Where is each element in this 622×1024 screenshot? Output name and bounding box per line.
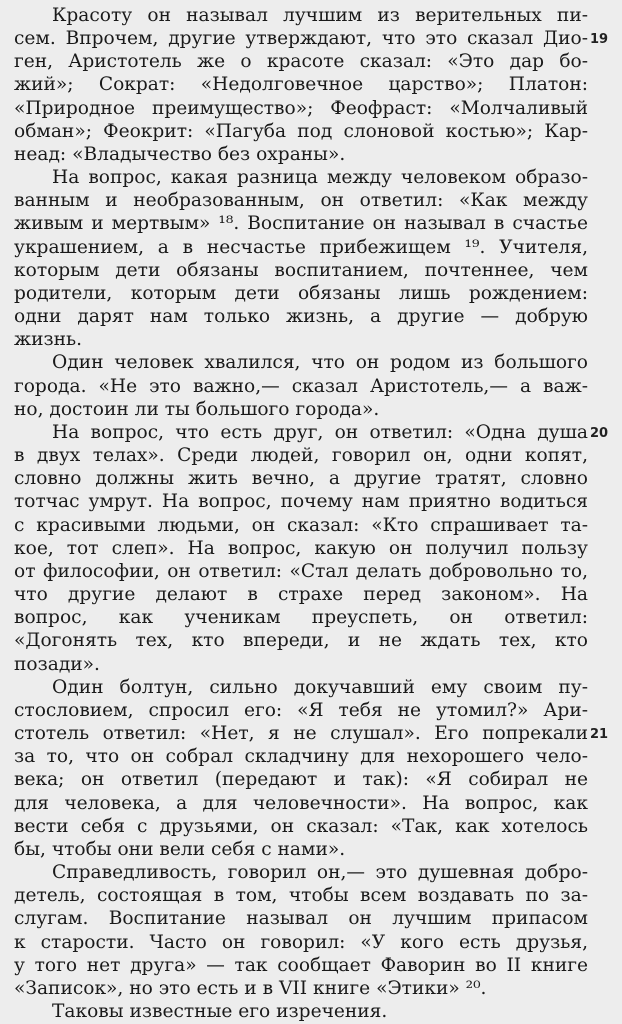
text-line: Таковы известные его изречения.	[52, 1001, 388, 1022]
text-line: сем. Впрочем, другие утверждают, что это сказал Дио-	[14, 28, 588, 50]
text-line: от философии, он ответил: «Стал делать добровольно то,	[14, 560, 588, 582]
text-line: живым и мертвым» ¹⁸. Воспитание он называл в счастье	[14, 213, 588, 235]
text-line: На вопрос, какая разница между человеком образо-	[52, 167, 588, 189]
text-line: обман»; Феокрит: «Пагуба под слоновой костью»; Кар-	[14, 120, 588, 142]
margin-number: 21	[590, 727, 609, 743]
text-line: родители, которым дети обязаны лишь рождением:	[14, 282, 588, 304]
text-line: с красивыми людьми, он сказал: «Кто спрашивает та-	[14, 514, 588, 536]
text-line: вести себя с друзьями, он сказал: «Так, как хотелось	[14, 815, 588, 837]
text-line: кое, тот слеп». На вопрос, какую он получил пользу	[14, 537, 588, 559]
text-line: позади».	[14, 653, 100, 675]
text-line: жизнь.	[14, 329, 83, 351]
text-line: что другие делают в страхе перед законом». На	[14, 584, 588, 606]
text-line: стословием, спросил его: «Я тебя не утомил?» Ари-	[14, 699, 588, 721]
text-line: но, достоин ли ты большого города».	[14, 398, 380, 420]
text-line: ген, Аристотель же о красоте сказал: «Это дар бо-	[14, 51, 588, 73]
text-line: Один болтун, сильно докучавший ему своим пу-	[52, 676, 588, 698]
text-line: ванным и необразованным, он ответил: «Как между	[14, 190, 588, 212]
text-line: для человека, а для человечности». На вопрос, как	[14, 792, 588, 814]
text-line: словно должны жить вечно, а другие тратят, словно	[14, 468, 588, 490]
text-line: вопрос, как ученикам преуспеть, он ответил:	[14, 607, 588, 629]
text-line: детель, состоящая в том, чтобы всем воздавать по за-	[14, 885, 588, 907]
text-line: «Записок», но это есть и в VII книге «Этики» ²⁰.	[14, 977, 487, 999]
text-line: одни дарят нам только жизнь, а другие — добрую	[14, 306, 588, 328]
text-line: жий»; Сократ: «Недолговечное царство»; Платон:	[14, 74, 588, 96]
text-line: «Природное преимущество»; Феофраст: «Молчаливый	[14, 97, 588, 119]
text-line: бы, чтобы они вели себя с нами».	[14, 838, 346, 860]
margin-number: 20	[590, 425, 609, 441]
text-line: к старости. Часто он говорил: «У кого есть друзья,	[14, 931, 588, 953]
text-line: в двух телах». Среди людей, говорил он, одни копят,	[14, 445, 588, 467]
text-line: Справедливость, говорил он,— это душевная добро-	[52, 862, 588, 884]
text-line: неад: «Владычество без охраны».	[14, 143, 346, 165]
text-line: за то, что он собрал складчину для нехорошего чело-	[14, 746, 588, 768]
text-line: города. «Не это важно,— сказал Аристотель,— а важ-	[14, 375, 588, 397]
text-line: у того нет друга» — так сообщает Фаворин во II книге	[14, 954, 588, 976]
text-line: тотчас умрут. На вопрос, почему нам приятно водиться	[14, 491, 588, 513]
text-line: слугам. Воспитание называл он лучшим припасом	[14, 908, 588, 930]
text-line: украшением, а в несчастье прибежищем ¹⁹. Учителя,	[14, 236, 588, 258]
text-line: «Догонять тех, кто впереди, и не ждать тех, кто	[14, 630, 588, 652]
margin-number: 19	[590, 32, 609, 48]
text-line: которым дети обязаны воспитанием, почтеннее, чем	[14, 259, 588, 281]
text-line: Один человек хвалился, что он родом из большого	[52, 352, 588, 374]
text-line: На вопрос, что есть друг, он ответил: «Одна душа	[52, 421, 588, 443]
text-line: века; он ответил (передают и так): «Я собирал не	[14, 769, 588, 791]
text-line: Красоту он называл лучшим из верительных пи-	[52, 5, 588, 26]
text-line: стотель ответил: «Нет, я не слушал». Его попрекали	[14, 723, 588, 745]
